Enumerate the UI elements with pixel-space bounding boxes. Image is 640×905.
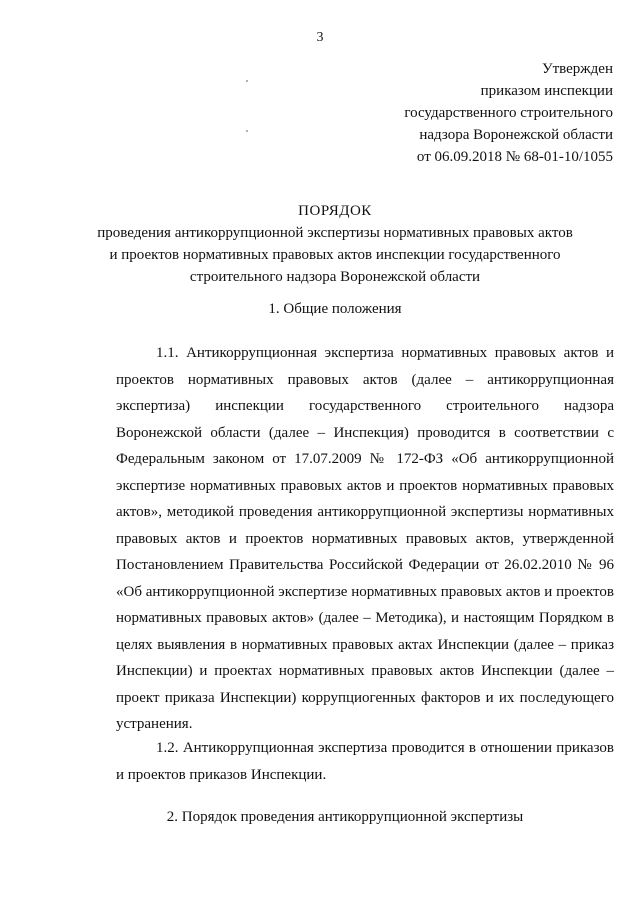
document-subtitle-line: и проектов нормативных правовых актов инспекции государственного [109,247,561,263]
approval-line-agency: государственного строительного [404,105,613,121]
document-title: ПОРЯДОК [298,203,372,219]
scan-speck [246,130,248,132]
section-heading-procedure: 2. Порядок проведения антикоррупционной экспертизы [166,809,524,825]
paragraph-1-2: 1.2. Антикоррупционная экспертиза проводится в отношении приказов и проектов приказов Инспекции. [116,740,614,783]
scan-speck [246,80,248,82]
approval-line-region: надзора Воронежской области [419,127,613,143]
approval-stamp-block [353,58,613,168]
document-subtitle-line: строительного надзора Воронежской области [189,269,481,285]
approval-line-date-number: от 06.09.2018 № 68-01-10/1055 [416,149,613,165]
section-heading-general: 1. Общие положения [268,301,402,317]
document-title-block [60,200,610,288]
approval-line-order: приказом инспекции [480,83,613,99]
paragraph-1-1: 1.1. Антикоррупционная экспертиза нормативных правовых актов и проектов нормативных правовых актов (далее – антикоррупционная экспертиза) инспекции государственного строительного надзора Воронежской области (далее – Инспекция) проводится в соответствии с Федеральным законом от 17.07.2009 № 172-ФЗ «Об антикоррупционной экспертизе нормативных правовых актов и проектов нормативных правовых актов», методикой проведения антикоррупционной экспертизы нормативных правовых актов и проектов нормативных правовых актов, утвержденной Постановлением Правительства Российской Федерации от 26.02.2010 № 96 «Об антикоррупционной экспертизе нормативных правовых актов и проектов нормативных правовых актов» (далее – Методика), и настоящим Порядком в целях выявления в нормативных правовых актах Инспекции (далее – приказ Инспекции) и проектах нормативных правовых актов Инспекции (далее – проект приказа Инспекции) коррупциогенных факторов и их последующего устранения. [116,345,614,732]
approval-line-approved: Утвержден [541,61,613,77]
page-number: 3 [316,30,324,45]
document-subtitle-line: проведения антикоррупционной экспертизы нормативных правовых актов [97,225,573,241]
